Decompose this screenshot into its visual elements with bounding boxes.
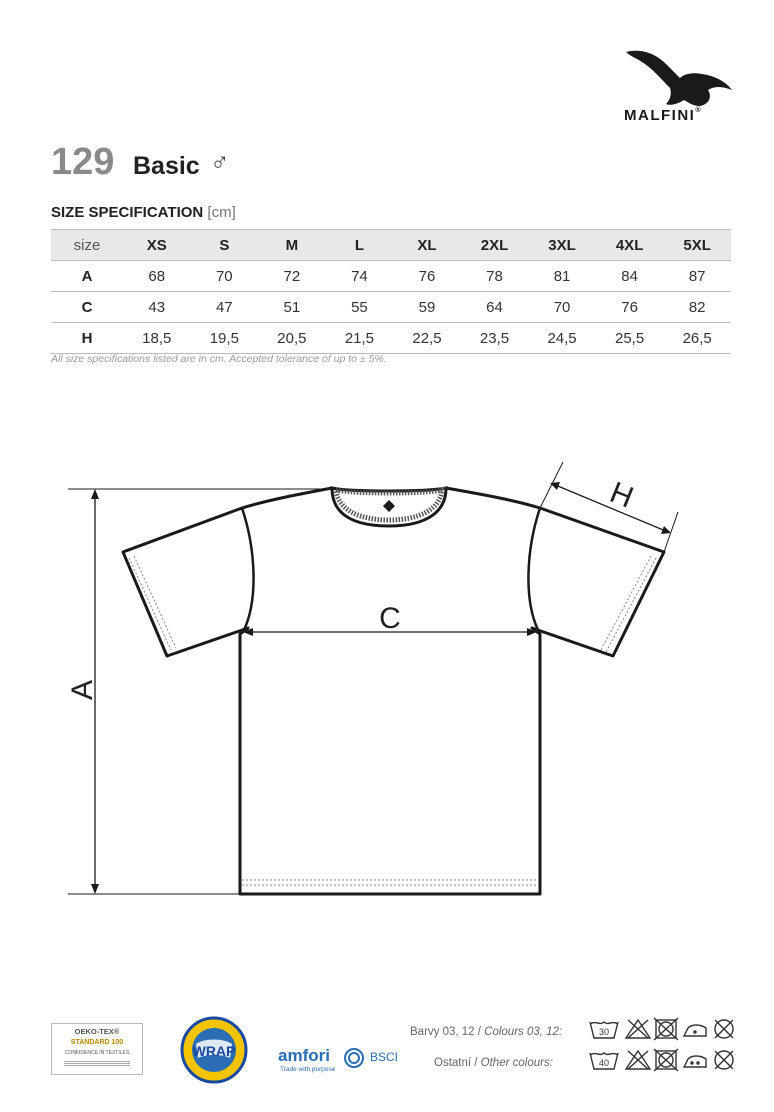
table-cell: 82	[663, 292, 731, 323]
header-cell: M	[258, 230, 326, 261]
iron-low-icon	[684, 1025, 706, 1036]
table-cell: 84	[596, 261, 664, 292]
wash-40-icon	[590, 1053, 618, 1069]
table-cell: 68	[123, 261, 191, 292]
tshirt-diagram	[0, 440, 774, 920]
table-cell: 22,5	[393, 323, 461, 354]
wrap-logo-text: WRAP	[192, 1043, 236, 1059]
male-symbol-icon: ♂	[210, 147, 230, 177]
model-name: Basic	[133, 152, 200, 180]
header-cell: S	[191, 230, 259, 261]
size-table	[51, 229, 731, 354]
table-cell: 72	[258, 261, 326, 292]
table-cell: 26,5	[663, 323, 731, 354]
header-cell: XS	[123, 230, 191, 261]
row-label: H	[51, 323, 123, 354]
colours-main: Barvy 03, 12 / Colours 03, 12:	[410, 1026, 563, 1038]
table-cell: 70	[528, 292, 596, 323]
header-cell: size	[51, 230, 123, 261]
header-cell: 5XL	[663, 230, 731, 261]
dimension-a	[68, 489, 332, 894]
tshirt-collar	[332, 488, 446, 526]
iron-medium-icon	[684, 1056, 706, 1067]
table-cell: 76	[596, 292, 664, 323]
colours-other: Ostatní / Other colours:	[434, 1057, 553, 1069]
table-row	[51, 261, 731, 292]
oekotex-title: OEKO-TEX®	[74, 1027, 120, 1036]
brand-name: MALFINI®	[624, 107, 702, 124]
wrap-certification-logo-icon	[178, 1010, 250, 1090]
row-label: A	[51, 261, 123, 292]
tolerance-note: All size specifications listed are in cm. Accepted tolerance of up to ± 5%.	[51, 353, 387, 365]
oekotex-badge	[51, 1023, 143, 1075]
no-tumble-dry-icon	[654, 1049, 678, 1071]
header-cell: XL	[393, 230, 461, 261]
header-cell: 3XL	[528, 230, 596, 261]
oekotex-subtitle: CONFIDENCE IN TEXTILES	[64, 1050, 130, 1056]
no-dry-clean-icon	[715, 1020, 733, 1038]
table-title: SIZE SPECIFICATION [cm]	[51, 204, 236, 221]
header-cell: L	[326, 230, 394, 261]
table-cell: 20,5	[258, 323, 326, 354]
care-symbols-row-1	[588, 1016, 736, 1042]
table-cell: 74	[326, 261, 394, 292]
svg-text:40: 40	[598, 1058, 610, 1068]
table-cell: 55	[326, 292, 394, 323]
table-cell: 47	[191, 292, 259, 323]
care-symbols-row-2	[588, 1047, 736, 1073]
oekotex-fineprint-lines	[52, 1060, 142, 1068]
bsci-label: BSCI	[370, 1050, 399, 1064]
header-cell: 4XL	[596, 230, 664, 261]
table-cell: 76	[393, 261, 461, 292]
table-row	[51, 323, 731, 354]
table-cell: 23,5	[461, 323, 529, 354]
table-cell: 19,5	[191, 323, 259, 354]
amfori-swirl-icon	[343, 1047, 365, 1069]
table-cell: 21,5	[326, 323, 394, 354]
table-cell: 81	[528, 261, 596, 292]
table-cell: 70	[191, 261, 259, 292]
table-cell: 43	[123, 292, 191, 323]
model-number: 129	[51, 141, 115, 183]
table-cell: 24,5	[528, 323, 596, 354]
table-cell: 87	[663, 261, 731, 292]
no-bleach-icon	[626, 1051, 650, 1069]
no-tumble-dry-icon	[654, 1018, 678, 1040]
table-cell: 51	[258, 292, 326, 323]
svg-text:30: 30	[598, 1027, 610, 1037]
no-bleach-icon	[626, 1020, 650, 1038]
dimension-label-a: A	[66, 679, 99, 701]
amfori-name: amfori	[278, 1046, 330, 1065]
dimension-label-c: C	[379, 602, 401, 635]
wash-30-icon	[590, 1022, 618, 1038]
table-cell: 59	[393, 292, 461, 323]
no-dry-clean-icon	[715, 1051, 733, 1069]
amfori-tagline: Trade with purpose	[280, 1066, 336, 1073]
table-row	[51, 292, 731, 323]
eagle-logo-icon	[622, 44, 734, 108]
oekotex-standard: STANDARD 100	[70, 1039, 124, 1046]
dimension-label-h: H	[605, 475, 638, 515]
table-cell: 78	[461, 261, 529, 292]
table-cell: 25,5	[596, 323, 664, 354]
row-label: C	[51, 292, 123, 323]
table-cell: 64	[461, 292, 529, 323]
tshirt-outline	[123, 488, 664, 894]
header-cell: 2XL	[461, 230, 529, 261]
table-cell: 18,5	[123, 323, 191, 354]
table-header-row	[51, 230, 731, 261]
